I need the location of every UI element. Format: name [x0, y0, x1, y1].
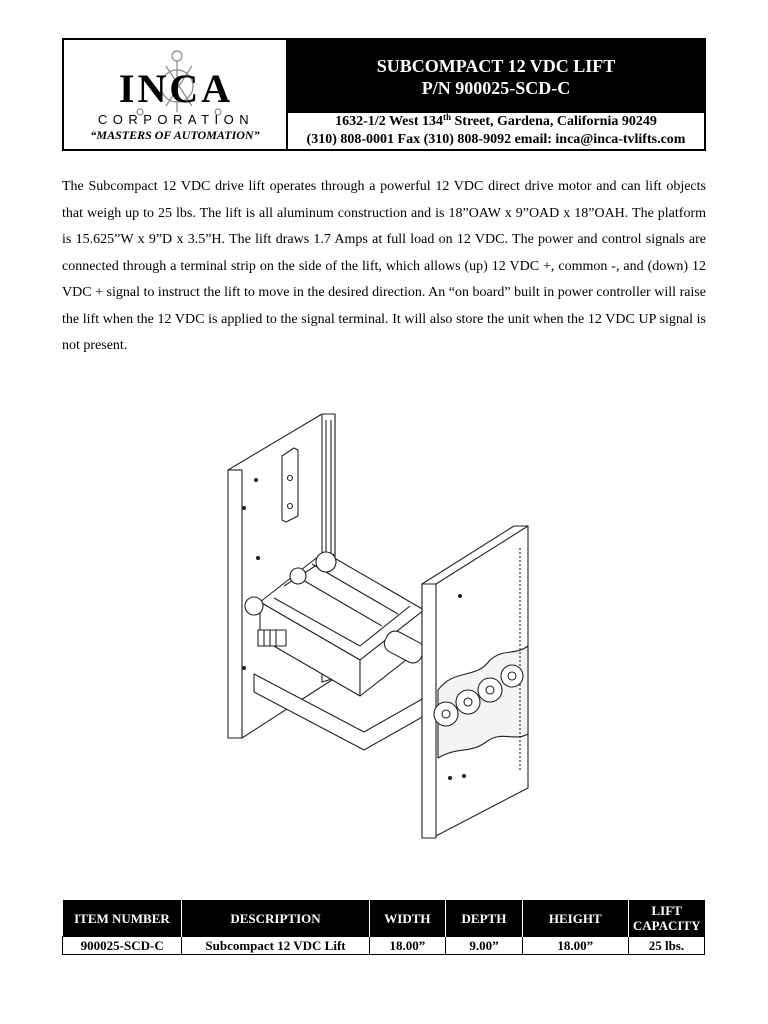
cell-item-number: 900025-SCD-C [63, 937, 182, 955]
title-band [288, 40, 704, 113]
col-description: DESCRIPTION [182, 900, 369, 937]
contact-line: (310) 808-0001 Fax (310) 808-9092 email: inca@inca-tvlifts.com [306, 132, 686, 147]
spec-table [62, 900, 705, 955]
product-title: SUBCOMPACT 12 VDC LIFT [376, 55, 616, 76]
table-header-row [63, 900, 705, 937]
logo-wordmark: INCA [118, 66, 234, 111]
lift-technical-drawing [214, 398, 546, 844]
col-lift-capacity-line2: CAPACITY [632, 918, 701, 933]
part-number: P/N 900025-SCD-C [421, 77, 571, 98]
product-description: The Subcompact 12 VDC drive lift operates through a powerful 12 VDC direct drive motor and can lift objects that weigh up to 25 lbs. The lift is all aluminum construction and is 18”OAW x 9”OAD x 18”OAH. The platform is 15.625”W x 9”D x 3.5”H. The lift draws 1.7 Amps at full load on 12 VDC. The power and control signals are connected through a terminal strip on the side of the lift, which allows (up) 12 VDC +, common -, and (down) 12 VDC + signal to instruct the lift to move in the desired direction. An “on board” built in power controller will raise the lift when the 12 VDC is applied to the signal terminal. It will also store the unit when the 12 VDC UP signal is not present. [62, 179, 706, 353]
street-address [335, 113, 657, 131]
company-logo [64, 40, 288, 149]
col-lift-capacity [628, 900, 704, 937]
col-item-number: ITEM NUMBER [63, 900, 182, 937]
cell-height: 18.00” [522, 937, 628, 955]
document-header [62, 38, 706, 151]
col-width: WIDTH [369, 900, 446, 937]
col-height: HEIGHT [522, 900, 628, 937]
table-row [63, 937, 705, 955]
cell-depth: 9.00” [446, 937, 523, 955]
address-city: Street, Gardena, California 90249 [451, 114, 657, 129]
logo-subtext: CORPORATION [97, 112, 255, 127]
address-band [288, 113, 704, 149]
col-lift-capacity-line1: LIFT [651, 903, 682, 918]
header-info [288, 40, 704, 149]
company-motto: “MASTERS OF AUTOMATION” [90, 128, 260, 142]
cell-width: 18.00” [369, 937, 446, 955]
address-suffix: th [443, 112, 452, 122]
inca-logo-graphic [74, 42, 278, 128]
cell-capacity: 25 lbs. [628, 937, 704, 955]
col-depth: DEPTH [446, 900, 523, 937]
cell-description: Subcompact 12 VDC Lift [182, 937, 369, 955]
address-number: 1632-1/2 West 134 [335, 114, 443, 129]
